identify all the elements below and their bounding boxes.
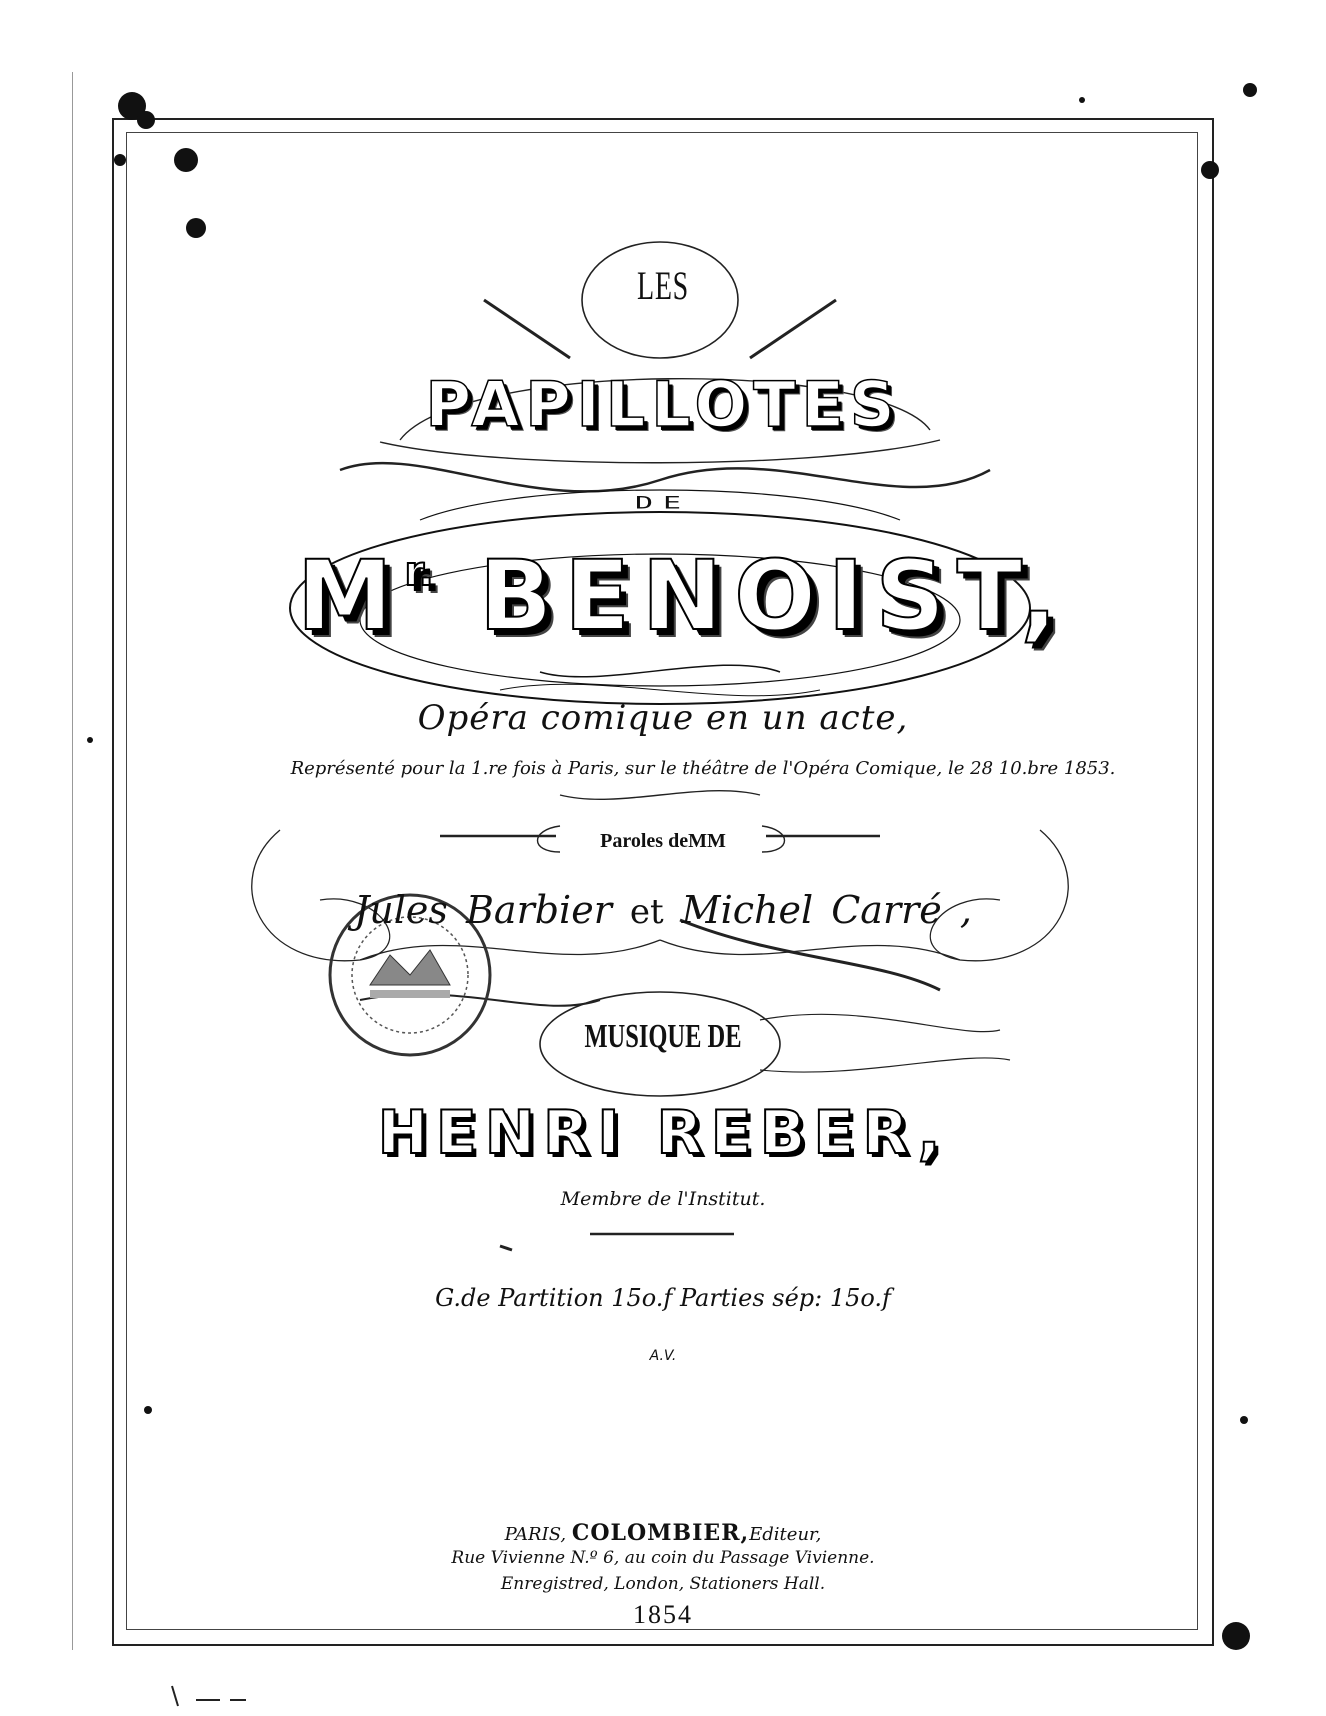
ink-spots [87,83,1257,1650]
benoist-sup: r. [404,549,434,595]
title-de: DE [634,493,692,514]
initials: A.V. [649,1348,677,1364]
benoist-prefix: M [297,540,405,652]
title-les: LES [637,263,689,308]
title-papillotes: PAPILLOTES [425,368,901,441]
librettist-2: Michel Carré , [681,888,972,932]
subtitle: Opéra comique en un acte, [417,698,909,738]
performance-note: Représenté pour la 1.re fois à Paris, sur le théâtre de l'Opéra Comique, le 28 10.bre 1853. [290,758,1116,779]
librettists [0,888,1326,932]
publisher-role: Editeur, [749,1524,822,1545]
title-benoist [20,540,1326,652]
stray-mark [500,1246,512,1250]
publication-year: 1854 [633,1600,693,1629]
composer-note: Membre de l'Institut. [560,1188,766,1210]
bottom-margin-marks [172,1686,246,1706]
publisher-registration: Enregistred, London, Stationers Hall. [500,1574,826,1594]
librettist-conj: et [629,892,664,932]
benoist-name: BENOIST, [479,540,1069,652]
publisher-line [0,1520,1326,1546]
musique-label: MUSIQUE DE [584,1018,742,1055]
publisher-name: COLOMBIER, [571,1520,750,1546]
publisher-city: PARIS, [504,1524,567,1545]
price-line: G.de Partition 15o.f Parties sép: 15o.f [435,1284,891,1312]
composer-name: HENRI REBER, [377,1098,949,1168]
librettist-1: Jules Barbier [354,888,612,932]
paroles-label: Paroles deMM [600,830,726,852]
publisher-address: Rue Vivienne N.º 6, au coin du Passage Vivienne. [451,1548,875,1568]
